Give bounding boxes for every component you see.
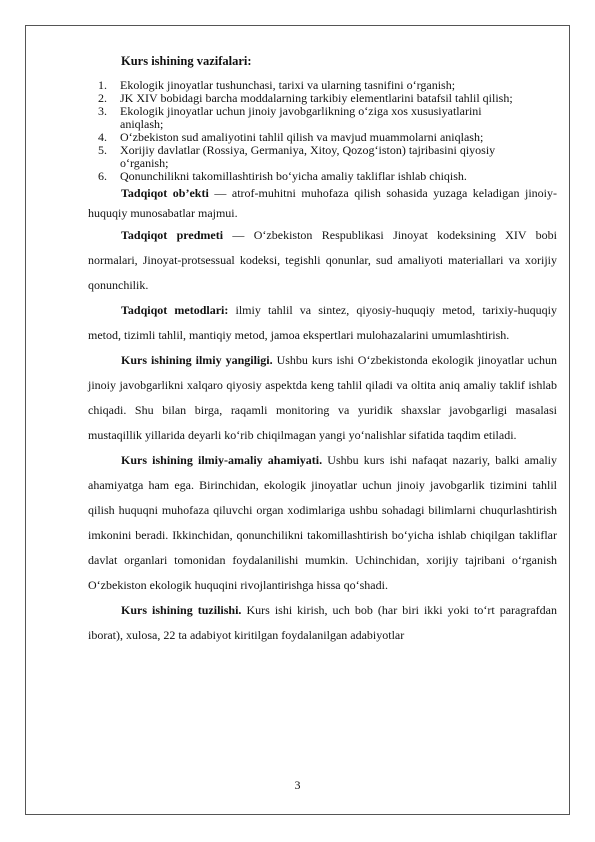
list-item: 2. JK XIV bobidagi barcha moddalarning tarkibiy elementlarini batafsil tahlil qilish;: [98, 91, 513, 105]
paragraph-object: Tadqiqot ob’ekti — atrof-muhitni muhofaza qilish sohasida yuzaga keladigan jinoiy-huquqiy munosabatlar majmui.: [88, 186, 557, 220]
page-content: [88, 54, 557, 648]
paragraph-structure: Kurs ishining tuzilishi. Kurs ishi kirish, uch bob (har biri ikki yoki to‘rt paragrafdan iborat), xulosa, 22 ta adabiyot kiritilgan foydalanilgan adabiyotlar: [88, 603, 557, 642]
list-item: 4. O‘zbekiston sud amaliyotini tahlil qilish va mavjud muammolarni aniqlash;: [98, 130, 484, 144]
list-item: 5. Xorijiy davlatlar (Rossiya, Germaniya, Xitoy, Qozog‘iston) tajribasini qiyosiy o‘rganish;: [98, 143, 496, 170]
page-number: 3: [294, 778, 301, 792]
section-heading: Kurs ishining vazifalari:: [121, 54, 252, 68]
paragraph-significance: Kurs ishining ilmiy-amaliy ahamiyati. Ushbu kurs ishi nafaqat nazariy, balki amaliy ahamiyatga ham ega. Birinchidan, ekologik jinoyatlar uchun jinoiy javobgarlik tizimini tahlil qilish huquqni muhofaza qiluvchi organ xodimlariga ushbu sohadagi bilimlarni chuqurlashtirish imkonini beradi. Ikkinchidan, qonunchilikni takomillashtirish bo‘yicha ishlab chiqilgan takliflar davlat organlari tomonidan foydalanilishi mumkin. Uchinchidan, xorijiy tajribani o‘rganish O‘zbekiston ekologik huquqini rivojlantirishga hissa qo‘shadi.: [88, 453, 557, 592]
list-item: 1. Ekologik jinoyatlar tushunchasi, tarixi va ularning tasnifini o‘rganish;: [98, 78, 456, 92]
paragraph-subject: Tadqiqot predmeti — O‘zbekiston Respublikasi Jinoyat kodeksining XIV bobi normalari, Jinoyat-protsessual kodeksi, tegishli qonunlar, sud amaliyoti materiallari va xorijiy qonunchilik.: [88, 228, 557, 292]
paragraph-methods: Tadqiqot metodlari: ilmiy tahlil va sintez, qiyosiy-huquqiy metod, tarixiy-huquqiy metod, tizimli tahlil, mantiqiy metod, jamoa ekspertlari mulohazalarini umumlashtirish.: [88, 303, 557, 342]
task-list: [88, 79, 557, 183]
list-item: 3. Ekologik jinoyatlar uchun jinoiy javobgarlikning o‘ziga xos xususiyatlarini aniqlash;: [98, 104, 482, 131]
list-item: 6. Qonunchilikni takomillashtirish bo‘yicha amaliy takliflar ishlab chiqish.: [98, 169, 467, 183]
paragraph-novelty: Kurs ishining ilmiy yangiligi. Ushbu kurs ishi O‘zbekistonda ekologik jinoyatlar uchun jinoiy javobgarlikni xalqaro qiyosiy aspektda keng tahlil qiladi va oltita aniq amaliy taklif ishlab chiqadi. Shu bilan birga, raqamli monitoring va yuridik shaxslar javobgarligi masalasi mustaqillik yillarida deyarli ko‘rib chiqilmagan yangi yo‘nalishlar sifatida taqdim etiladi.: [88, 353, 557, 442]
